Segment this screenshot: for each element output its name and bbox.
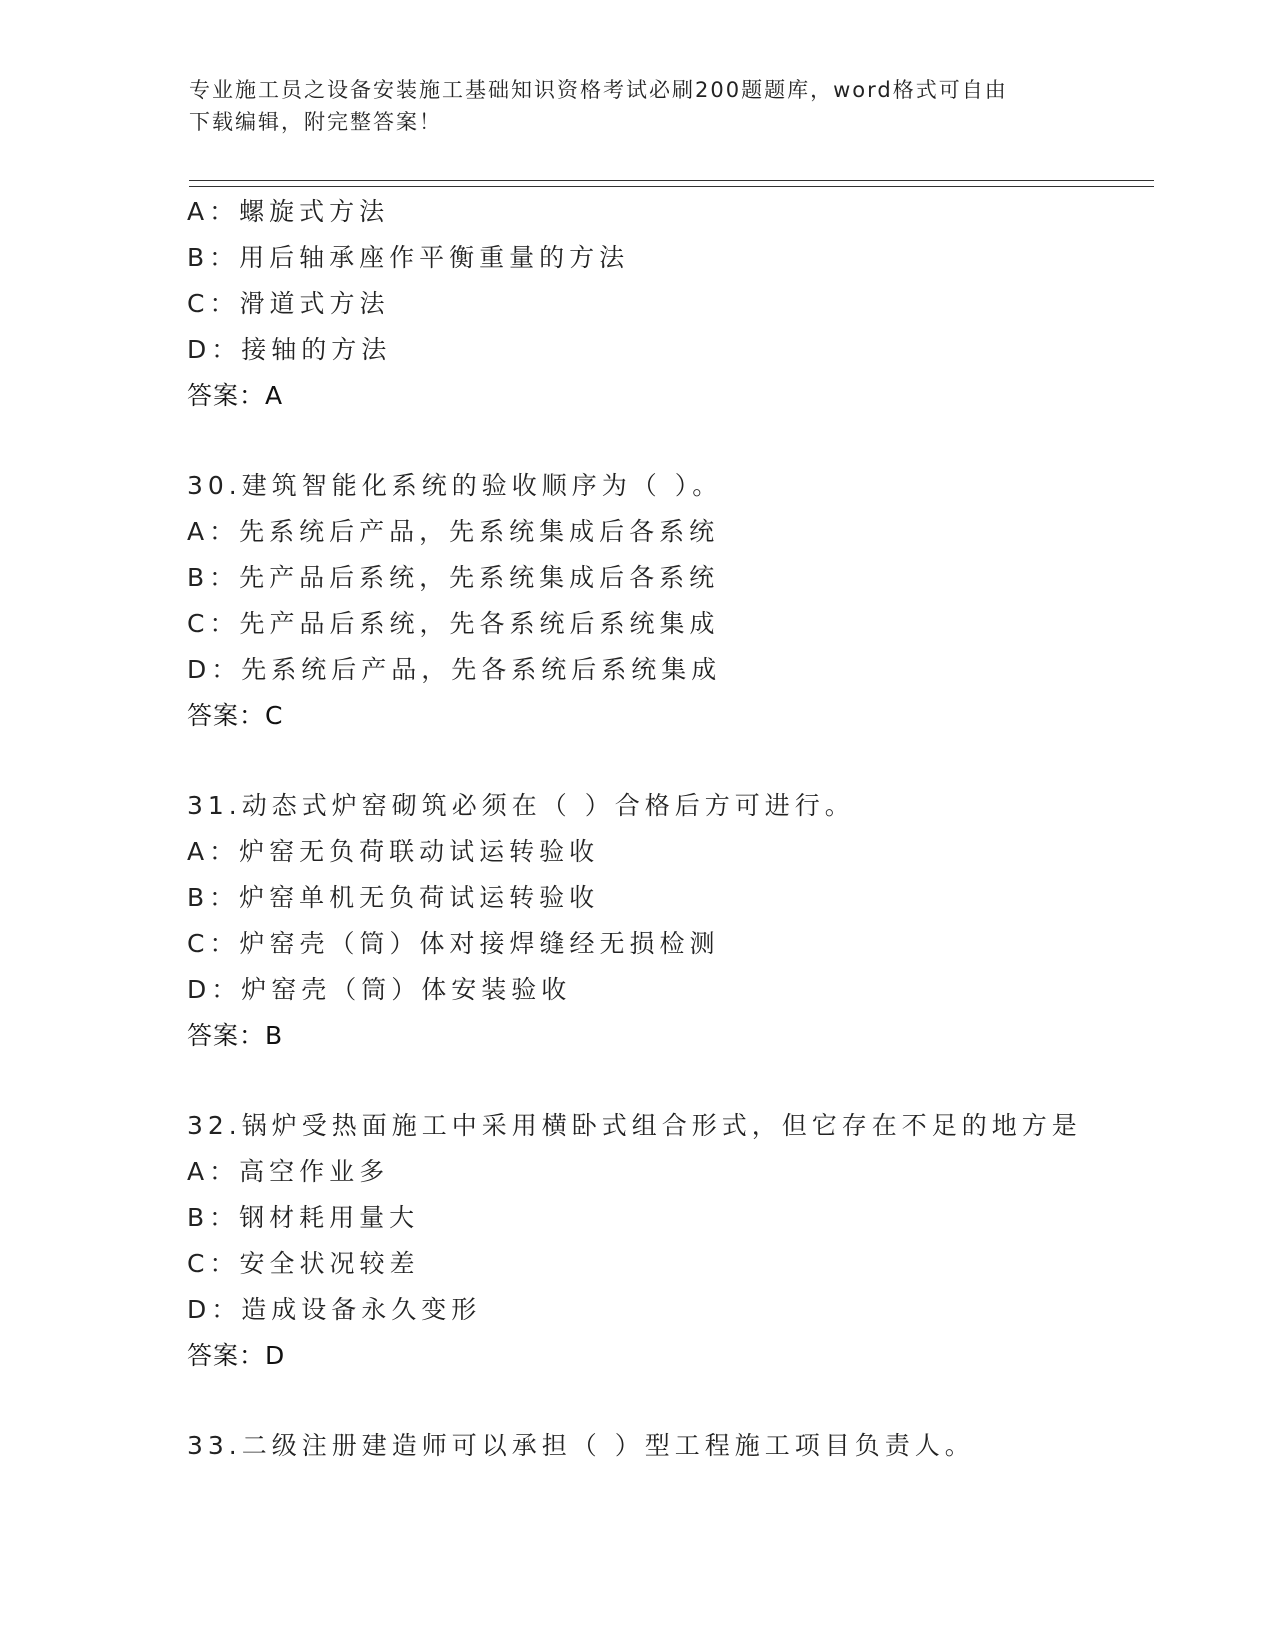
question-block: [187, 783, 1147, 1059]
option-a: A：高空作业多: [187, 1157, 390, 1186]
question-text: 31.动态式炉窑砌筑必须在（ ）合格后方可进行。: [187, 791, 855, 820]
document-header: [189, 74, 1089, 138]
block-spacer: [187, 739, 1147, 783]
answer-line: 答案：B: [187, 1021, 284, 1050]
question-text: 32.锅炉受热面施工中采用横卧式组合形式，但它存在不足的地方是: [187, 1111, 1082, 1140]
question-list: [187, 189, 1147, 1469]
option-d: D：接轴的方法: [187, 335, 392, 364]
answer-line: 答案：D: [187, 1341, 286, 1370]
option-c: C：炉窑壳（筒）体对接焊缝经无损检测: [187, 929, 720, 958]
question-block: [187, 1423, 1147, 1469]
option-c: C：安全状况较差: [187, 1249, 420, 1278]
block-spacer: [187, 1059, 1147, 1103]
option-c: C：先产品后系统，先各系统后系统集成: [187, 609, 720, 638]
answer-line: 答案：C: [187, 701, 284, 730]
option-b: B：先产品后系统，先系统集成后各系统: [187, 563, 720, 592]
option-a: A：螺旋式方法: [187, 197, 390, 226]
block-spacer: [187, 1379, 1147, 1423]
question-text: 30.建筑智能化系统的验收顺序为（ ）。: [187, 471, 723, 500]
option-b: B：用后轴承座作平衡重量的方法: [187, 243, 630, 272]
option-c: C：滑道式方法: [187, 289, 390, 318]
option-a: A：先系统后产品，先系统集成后各系统: [187, 517, 720, 546]
option-d: D：炉窑壳（筒）体安装验收: [187, 975, 572, 1004]
header-line-2: 下载编辑，附完整答案！: [189, 110, 442, 134]
option-b: B：钢材耗用量大: [187, 1203, 420, 1232]
block-spacer: [187, 419, 1147, 463]
answer-line: 答案：A: [187, 381, 284, 410]
option-d: D：造成设备永久变形: [187, 1295, 482, 1324]
option-d: D：先系统后产品，先各系统后系统集成: [187, 655, 722, 684]
header-line-1: 专业施工员之设备安装施工基础知识资格考试必刷200题题库，word格式可自由: [189, 78, 1008, 102]
header-divider: [189, 180, 1154, 187]
option-b: B：炉窑单机无负荷试运转验收: [187, 883, 600, 912]
question-text: 33.二级注册建造师可以承担（ ）型工程施工项目负责人。: [187, 1431, 975, 1460]
option-a: A：炉窑无负荷联动试运转验收: [187, 837, 600, 866]
question-block: [187, 1103, 1147, 1379]
question-block: [187, 189, 1147, 419]
question-block: [187, 463, 1147, 739]
